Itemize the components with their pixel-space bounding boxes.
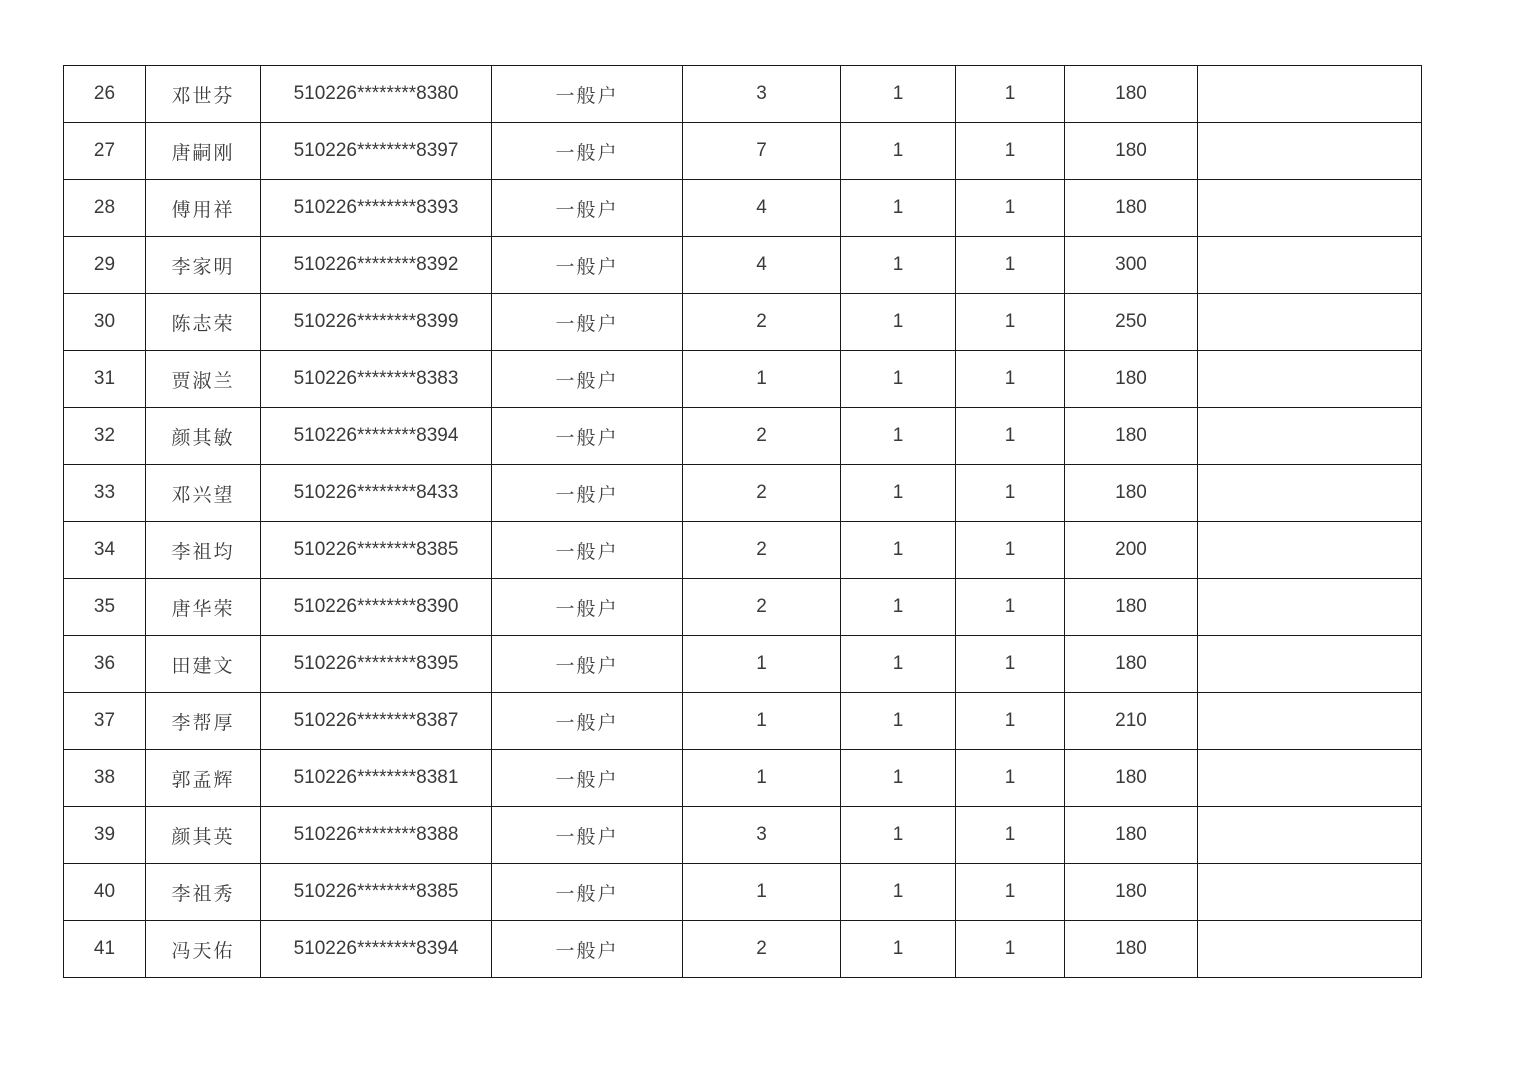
household-register-table bbox=[63, 65, 1422, 978]
household-type-cell: 一般户 bbox=[492, 864, 683, 921]
row-number-cell: 28 bbox=[64, 180, 146, 237]
member-count-cell: 3 bbox=[683, 66, 841, 123]
household-type-cell: 一般户 bbox=[492, 693, 683, 750]
name-cell: 唐华荣 bbox=[146, 579, 261, 636]
value-b-cell: 1 bbox=[956, 864, 1065, 921]
table-row bbox=[64, 123, 1422, 180]
value-b-cell: 1 bbox=[956, 693, 1065, 750]
amount-cell: 180 bbox=[1065, 636, 1198, 693]
member-count-cell: 2 bbox=[683, 465, 841, 522]
name-cell: 田建文 bbox=[146, 636, 261, 693]
amount-cell: 300 bbox=[1065, 237, 1198, 294]
id-number-cell: 510226********8381 bbox=[261, 750, 492, 807]
table-row bbox=[64, 921, 1422, 978]
id-number-cell: 510226********8388 bbox=[261, 807, 492, 864]
household-type-cell: 一般户 bbox=[492, 807, 683, 864]
name-cell: 陈志荣 bbox=[146, 294, 261, 351]
amount-cell: 180 bbox=[1065, 408, 1198, 465]
note-cell bbox=[1198, 693, 1422, 750]
row-number-cell: 27 bbox=[64, 123, 146, 180]
name-cell: 邓世芬 bbox=[146, 66, 261, 123]
id-number-cell: 510226********8399 bbox=[261, 294, 492, 351]
household-type-cell: 一般户 bbox=[492, 921, 683, 978]
row-number-cell: 29 bbox=[64, 237, 146, 294]
member-count-cell: 3 bbox=[683, 807, 841, 864]
table-row bbox=[64, 465, 1422, 522]
table-row bbox=[64, 750, 1422, 807]
amount-cell: 180 bbox=[1065, 465, 1198, 522]
table-row bbox=[64, 66, 1422, 123]
note-cell bbox=[1198, 750, 1422, 807]
id-number-cell: 510226********8385 bbox=[261, 522, 492, 579]
member-count-cell: 1 bbox=[683, 636, 841, 693]
value-a-cell: 1 bbox=[841, 237, 956, 294]
value-a-cell: 1 bbox=[841, 864, 956, 921]
household-type-cell: 一般户 bbox=[492, 465, 683, 522]
table-row bbox=[64, 864, 1422, 921]
value-b-cell: 1 bbox=[956, 522, 1065, 579]
value-b-cell: 1 bbox=[956, 921, 1065, 978]
row-number-cell: 30 bbox=[64, 294, 146, 351]
amount-cell: 180 bbox=[1065, 66, 1198, 123]
amount-cell: 180 bbox=[1065, 351, 1198, 408]
amount-cell: 180 bbox=[1065, 579, 1198, 636]
id-number-cell: 510226********8394 bbox=[261, 921, 492, 978]
id-number-cell: 510226********8387 bbox=[261, 693, 492, 750]
table-row bbox=[64, 807, 1422, 864]
row-number-cell: 40 bbox=[64, 864, 146, 921]
member-count-cell: 1 bbox=[683, 351, 841, 408]
table-body bbox=[64, 66, 1422, 978]
row-number-cell: 31 bbox=[64, 351, 146, 408]
value-a-cell: 1 bbox=[841, 807, 956, 864]
table-row bbox=[64, 579, 1422, 636]
value-a-cell: 1 bbox=[841, 408, 956, 465]
name-cell: 傅用祥 bbox=[146, 180, 261, 237]
name-cell: 李帮厚 bbox=[146, 693, 261, 750]
value-b-cell: 1 bbox=[956, 180, 1065, 237]
note-cell bbox=[1198, 579, 1422, 636]
member-count-cell: 2 bbox=[683, 579, 841, 636]
value-b-cell: 1 bbox=[956, 294, 1065, 351]
value-a-cell: 1 bbox=[841, 522, 956, 579]
name-cell: 李家明 bbox=[146, 237, 261, 294]
row-number-cell: 33 bbox=[64, 465, 146, 522]
value-a-cell: 1 bbox=[841, 465, 956, 522]
note-cell bbox=[1198, 237, 1422, 294]
amount-cell: 180 bbox=[1065, 807, 1198, 864]
note-cell bbox=[1198, 807, 1422, 864]
value-a-cell: 1 bbox=[841, 123, 956, 180]
value-a-cell: 1 bbox=[841, 693, 956, 750]
row-number-cell: 26 bbox=[64, 66, 146, 123]
note-cell bbox=[1198, 921, 1422, 978]
name-cell: 李祖均 bbox=[146, 522, 261, 579]
member-count-cell: 2 bbox=[683, 522, 841, 579]
value-a-cell: 1 bbox=[841, 921, 956, 978]
value-b-cell: 1 bbox=[956, 807, 1065, 864]
value-b-cell: 1 bbox=[956, 123, 1065, 180]
id-number-cell: 510226********8393 bbox=[261, 180, 492, 237]
member-count-cell: 4 bbox=[683, 180, 841, 237]
member-count-cell: 1 bbox=[683, 864, 841, 921]
row-number-cell: 36 bbox=[64, 636, 146, 693]
value-b-cell: 1 bbox=[956, 579, 1065, 636]
note-cell bbox=[1198, 351, 1422, 408]
household-type-cell: 一般户 bbox=[492, 180, 683, 237]
value-b-cell: 1 bbox=[956, 66, 1065, 123]
value-b-cell: 1 bbox=[956, 465, 1065, 522]
value-b-cell: 1 bbox=[956, 408, 1065, 465]
household-type-cell: 一般户 bbox=[492, 66, 683, 123]
household-type-cell: 一般户 bbox=[492, 750, 683, 807]
amount-cell: 180 bbox=[1065, 123, 1198, 180]
name-cell: 颜其敏 bbox=[146, 408, 261, 465]
id-number-cell: 510226********8383 bbox=[261, 351, 492, 408]
value-a-cell: 1 bbox=[841, 294, 956, 351]
row-number-cell: 35 bbox=[64, 579, 146, 636]
note-cell bbox=[1198, 636, 1422, 693]
table-row bbox=[64, 522, 1422, 579]
id-number-cell: 510226********8395 bbox=[261, 636, 492, 693]
id-number-cell: 510226********8385 bbox=[261, 864, 492, 921]
amount-cell: 250 bbox=[1065, 294, 1198, 351]
value-b-cell: 1 bbox=[956, 750, 1065, 807]
table-row bbox=[64, 636, 1422, 693]
household-type-cell: 一般户 bbox=[492, 351, 683, 408]
table-row bbox=[64, 237, 1422, 294]
household-type-cell: 一般户 bbox=[492, 294, 683, 351]
row-number-cell: 32 bbox=[64, 408, 146, 465]
table-row bbox=[64, 351, 1422, 408]
id-number-cell: 510226********8394 bbox=[261, 408, 492, 465]
table-row bbox=[64, 180, 1422, 237]
note-cell bbox=[1198, 180, 1422, 237]
note-cell bbox=[1198, 465, 1422, 522]
household-type-cell: 一般户 bbox=[492, 237, 683, 294]
id-number-cell: 510226********8380 bbox=[261, 66, 492, 123]
value-b-cell: 1 bbox=[956, 636, 1065, 693]
household-type-cell: 一般户 bbox=[492, 579, 683, 636]
name-cell: 贾淑兰 bbox=[146, 351, 261, 408]
row-number-cell: 38 bbox=[64, 750, 146, 807]
row-number-cell: 34 bbox=[64, 522, 146, 579]
row-number-cell: 41 bbox=[64, 921, 146, 978]
value-a-cell: 1 bbox=[841, 66, 956, 123]
name-cell: 唐嗣刚 bbox=[146, 123, 261, 180]
household-type-cell: 一般户 bbox=[492, 636, 683, 693]
note-cell bbox=[1198, 864, 1422, 921]
member-count-cell: 1 bbox=[683, 750, 841, 807]
value-b-cell: 1 bbox=[956, 351, 1065, 408]
note-cell bbox=[1198, 66, 1422, 123]
note-cell bbox=[1198, 123, 1422, 180]
name-cell: 邓兴望 bbox=[146, 465, 261, 522]
member-count-cell: 4 bbox=[683, 237, 841, 294]
value-a-cell: 1 bbox=[841, 636, 956, 693]
name-cell: 冯天佑 bbox=[146, 921, 261, 978]
table-row bbox=[64, 693, 1422, 750]
note-cell bbox=[1198, 522, 1422, 579]
value-a-cell: 1 bbox=[841, 750, 956, 807]
amount-cell: 210 bbox=[1065, 693, 1198, 750]
table-row bbox=[64, 408, 1422, 465]
row-number-cell: 37 bbox=[64, 693, 146, 750]
household-type-cell: 一般户 bbox=[492, 408, 683, 465]
id-number-cell: 510226********8397 bbox=[261, 123, 492, 180]
id-number-cell: 510226********8392 bbox=[261, 237, 492, 294]
amount-cell: 180 bbox=[1065, 864, 1198, 921]
row-number-cell: 39 bbox=[64, 807, 146, 864]
member-count-cell: 2 bbox=[683, 408, 841, 465]
name-cell: 郭孟辉 bbox=[146, 750, 261, 807]
member-count-cell: 1 bbox=[683, 693, 841, 750]
id-number-cell: 510226********8390 bbox=[261, 579, 492, 636]
amount-cell: 180 bbox=[1065, 180, 1198, 237]
value-b-cell: 1 bbox=[956, 237, 1065, 294]
member-count-cell: 2 bbox=[683, 921, 841, 978]
member-count-cell: 7 bbox=[683, 123, 841, 180]
household-type-cell: 一般户 bbox=[492, 522, 683, 579]
member-count-cell: 2 bbox=[683, 294, 841, 351]
note-cell bbox=[1198, 408, 1422, 465]
amount-cell: 200 bbox=[1065, 522, 1198, 579]
value-a-cell: 1 bbox=[841, 180, 956, 237]
amount-cell: 180 bbox=[1065, 921, 1198, 978]
household-type-cell: 一般户 bbox=[492, 123, 683, 180]
name-cell: 李祖秀 bbox=[146, 864, 261, 921]
table-row bbox=[64, 294, 1422, 351]
value-a-cell: 1 bbox=[841, 351, 956, 408]
amount-cell: 180 bbox=[1065, 750, 1198, 807]
value-a-cell: 1 bbox=[841, 579, 956, 636]
id-number-cell: 510226********8433 bbox=[261, 465, 492, 522]
name-cell: 颜其英 bbox=[146, 807, 261, 864]
note-cell bbox=[1198, 294, 1422, 351]
